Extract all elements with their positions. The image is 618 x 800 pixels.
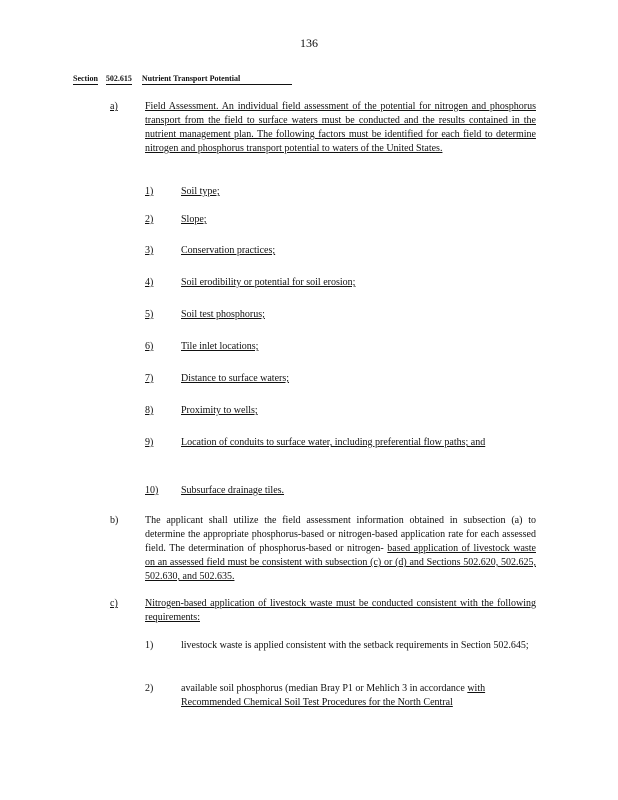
list-item-text: Proximity to wells; xyxy=(181,405,258,416)
section-label: Section xyxy=(73,74,98,83)
section-title: Nutrient Transport Potential xyxy=(142,74,292,85)
list-item-number: 8) xyxy=(145,405,154,416)
list-item-text: Soil erodibility or potential for soil erosion; xyxy=(181,277,356,288)
list-item xyxy=(145,213,536,227)
list-item xyxy=(145,276,536,290)
list-item-number: 9) xyxy=(145,437,154,448)
list-item xyxy=(145,185,536,199)
paragraph-c-text: Nitrogen-based application of livestock waste must be conducted consistent with the following requirements: xyxy=(145,598,536,623)
list-item-text: Slope; xyxy=(181,214,207,225)
list-item xyxy=(145,436,536,450)
paragraph-c xyxy=(110,597,536,625)
paragraph-a-label: a) xyxy=(110,101,118,112)
list-item xyxy=(145,404,536,418)
list-item-number: 6) xyxy=(145,341,154,352)
list-item xyxy=(145,484,536,498)
list-item-text: livestock waste is applied consistent with the setback requirements in Section 502.645; xyxy=(181,640,529,651)
paragraph-c-label: c) xyxy=(110,598,118,609)
list-item-text: Conservation practices; xyxy=(181,245,276,256)
list-item-number: 1) xyxy=(145,186,154,197)
list-item xyxy=(145,639,536,653)
list-item-text: Subsurface drainage tiles. xyxy=(181,485,285,496)
paragraph-b xyxy=(110,514,536,584)
list-item-text: Location of conduits to surface water, including preferential flow paths; and xyxy=(181,437,486,448)
list-item xyxy=(145,682,536,710)
list-item-text-plain: available soil phosphorus (median Bray P1 or Mehlich 3 in accordance xyxy=(181,683,465,694)
list-item-number: 4) xyxy=(145,277,154,288)
section-header xyxy=(73,74,292,85)
paragraph-b-label: b) xyxy=(110,515,119,526)
list-item-text-underlined: with Recommended Chemical Soil Test Procedures for the North Central xyxy=(181,683,486,708)
list-item-number: 2) xyxy=(145,683,154,694)
page-number: 136 xyxy=(300,36,318,50)
paragraph-a xyxy=(110,100,536,156)
list-item-number: 1) xyxy=(145,640,154,651)
list-item xyxy=(145,372,536,386)
list-item-text: Tile inlet locations; xyxy=(181,341,259,352)
list-item-number: 2) xyxy=(145,214,154,225)
list-item-number: 7) xyxy=(145,373,154,384)
list-item xyxy=(145,340,536,354)
list-item-text: Soil type; xyxy=(181,186,220,197)
list-item-number: 10) xyxy=(145,485,159,496)
list-item-number: 3) xyxy=(145,245,154,256)
paragraph-b-text-plain: The applicant shall utilize the field assessment information obtained in subsection (a) to determine the appropriate phosphorus-based or nitrogen-based application rate for each assessed field. The determination of phosphorus-based or nitrogen- xyxy=(145,515,536,554)
paragraph-a-text: Field Assessment. An individual field assessment of the potential for nitrogen and phosphorus transport from the field to surface waters must be conducted and the results contained in the nutrient management plan. The following factors must be identified for each field to determine nitrogen and phosphorus transport potential to waters of the United States. xyxy=(145,101,536,154)
list-item-text: Soil test phosphorus; xyxy=(181,309,265,320)
list-item-number: 5) xyxy=(145,309,154,320)
section-number: 502.615 xyxy=(105,74,132,83)
paragraph-b-text-underlined: based application of livestock waste on an assessed field must be consistent with subsection (c) or (d) and Sections 502.620, 502.625, 502.630, and 502.635. xyxy=(145,543,536,582)
paragraph-b-text xyxy=(145,514,536,584)
list-item-text: Distance to surface waters; xyxy=(181,373,290,384)
list-item xyxy=(145,244,536,258)
list-item-text xyxy=(181,682,536,710)
list-item xyxy=(145,308,536,322)
